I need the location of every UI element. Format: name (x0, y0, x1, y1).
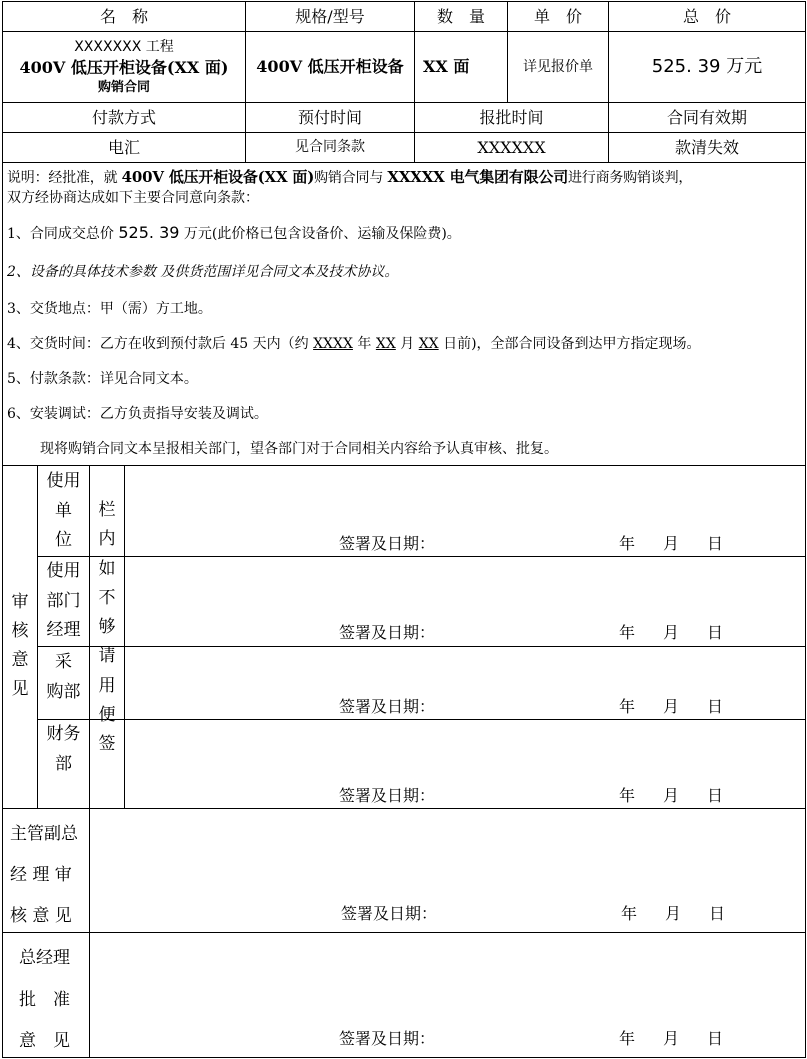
validity-label: 合同有效期 (666, 107, 747, 127)
item-subtitle: 购销合同 (97, 79, 150, 95)
item-qty: XX 面 (423, 57, 470, 77)
clause-6: 6、安装调试：乙方负责指导安装及调试。 (7, 406, 268, 422)
validity-value: 款清失效 (674, 137, 739, 157)
explanation-line-2: 双方经协商达成如下主要合同意向条款： (7, 190, 259, 206)
clause-2: 2、设备的具体技术参数 及供货范围详见合同文本及技术协议。 (7, 264, 399, 280)
signature-label: 签署及日期： (339, 786, 436, 805)
explanation-line-1: 说明：经批准，就 400V 低压开柜设备(XX 面)购销合同与 XXXXX 电气集团有限公司进行商务购销谈判， (7, 168, 693, 186)
item-total-value: 525. 39 (651, 56, 721, 78)
item-unit-price: 详见报价单 (523, 58, 593, 75)
prepay-time-label: 预付时间 (297, 107, 362, 127)
payment-method-value: 电汇 (107, 137, 140, 157)
clause-4: 4、交货时间：乙方在收到预付款后 45 天内（约 XXXX 年 XX 月 XX 日前)，全部合同设备到达甲方指定现场。 (7, 336, 701, 352)
header-unit-price: 单 价 (533, 6, 582, 26)
signature-date: 年 月 日 (619, 697, 724, 716)
signature-label: 签署及日期： (339, 697, 436, 716)
dept-user-manager: 使用 部门 经理 (46, 561, 81, 640)
review-label: 审 核 意 见 (11, 592, 29, 699)
item-total-unit: 万元 (726, 56, 763, 78)
dept-user-unit: 使用 单 位 (46, 471, 81, 550)
signature-label: 签署及日期： (339, 534, 436, 553)
vp-review-label: 主管副总 经 理 审 核 意 见 (10, 824, 78, 926)
item-project: XXXXXXX 工程 (74, 38, 174, 55)
approval-time-value: XXXXXX (477, 137, 546, 157)
signature-date: 年 月 日 (619, 786, 724, 805)
clause-1: 1、合同成交总价 525. 39 万元(此价格已包含设备价、运输及保险费)。 (7, 223, 461, 242)
header-spec: 规格/型号 (295, 6, 365, 26)
payment-method-label: 付款方式 (91, 107, 156, 127)
signature-date: 年 月 日 (619, 1029, 724, 1048)
clause-3: 3、交货地点：甲（需）方工地。 (7, 301, 212, 317)
signature-label: 签署及日期： (341, 904, 438, 923)
signature-label: 签署及日期： (339, 623, 436, 642)
signature-label: 签署及日期： (339, 1029, 436, 1048)
item-title: 400V 低压开柜设备(XX 面) (19, 57, 229, 77)
signature-date: 年 月 日 (619, 534, 724, 553)
signature-date: 年 月 日 (619, 623, 724, 642)
review-note: 栏 内 如 不 够 请 用 便 签 (98, 500, 116, 755)
dept-finance: 财务 部 (46, 724, 81, 774)
header-qty: 数 量 (436, 6, 485, 26)
item-name-cell (3, 32, 245, 102)
item-spec: 400V 低压开柜设备 (256, 57, 404, 77)
clause-5: 5、付款条款：详见合同文本。 (7, 371, 198, 387)
gm-approval-label: 总经理 批 准 意 见 (19, 948, 70, 1051)
header-total: 总 价 (682, 6, 731, 26)
approval-time-label: 报批时间 (479, 107, 544, 127)
item-total (609, 32, 805, 102)
header-name: 名 称 (99, 6, 148, 26)
signature-date: 年 月 日 (621, 904, 726, 923)
closing-statement: 现将购销合同文本呈报相关部门，望各部门对于合同相关内容给予认真审核、批复。 (40, 441, 558, 457)
dept-purchasing: 采 购部 (46, 652, 81, 702)
prepay-time-value: 见合同条款 (295, 139, 365, 156)
